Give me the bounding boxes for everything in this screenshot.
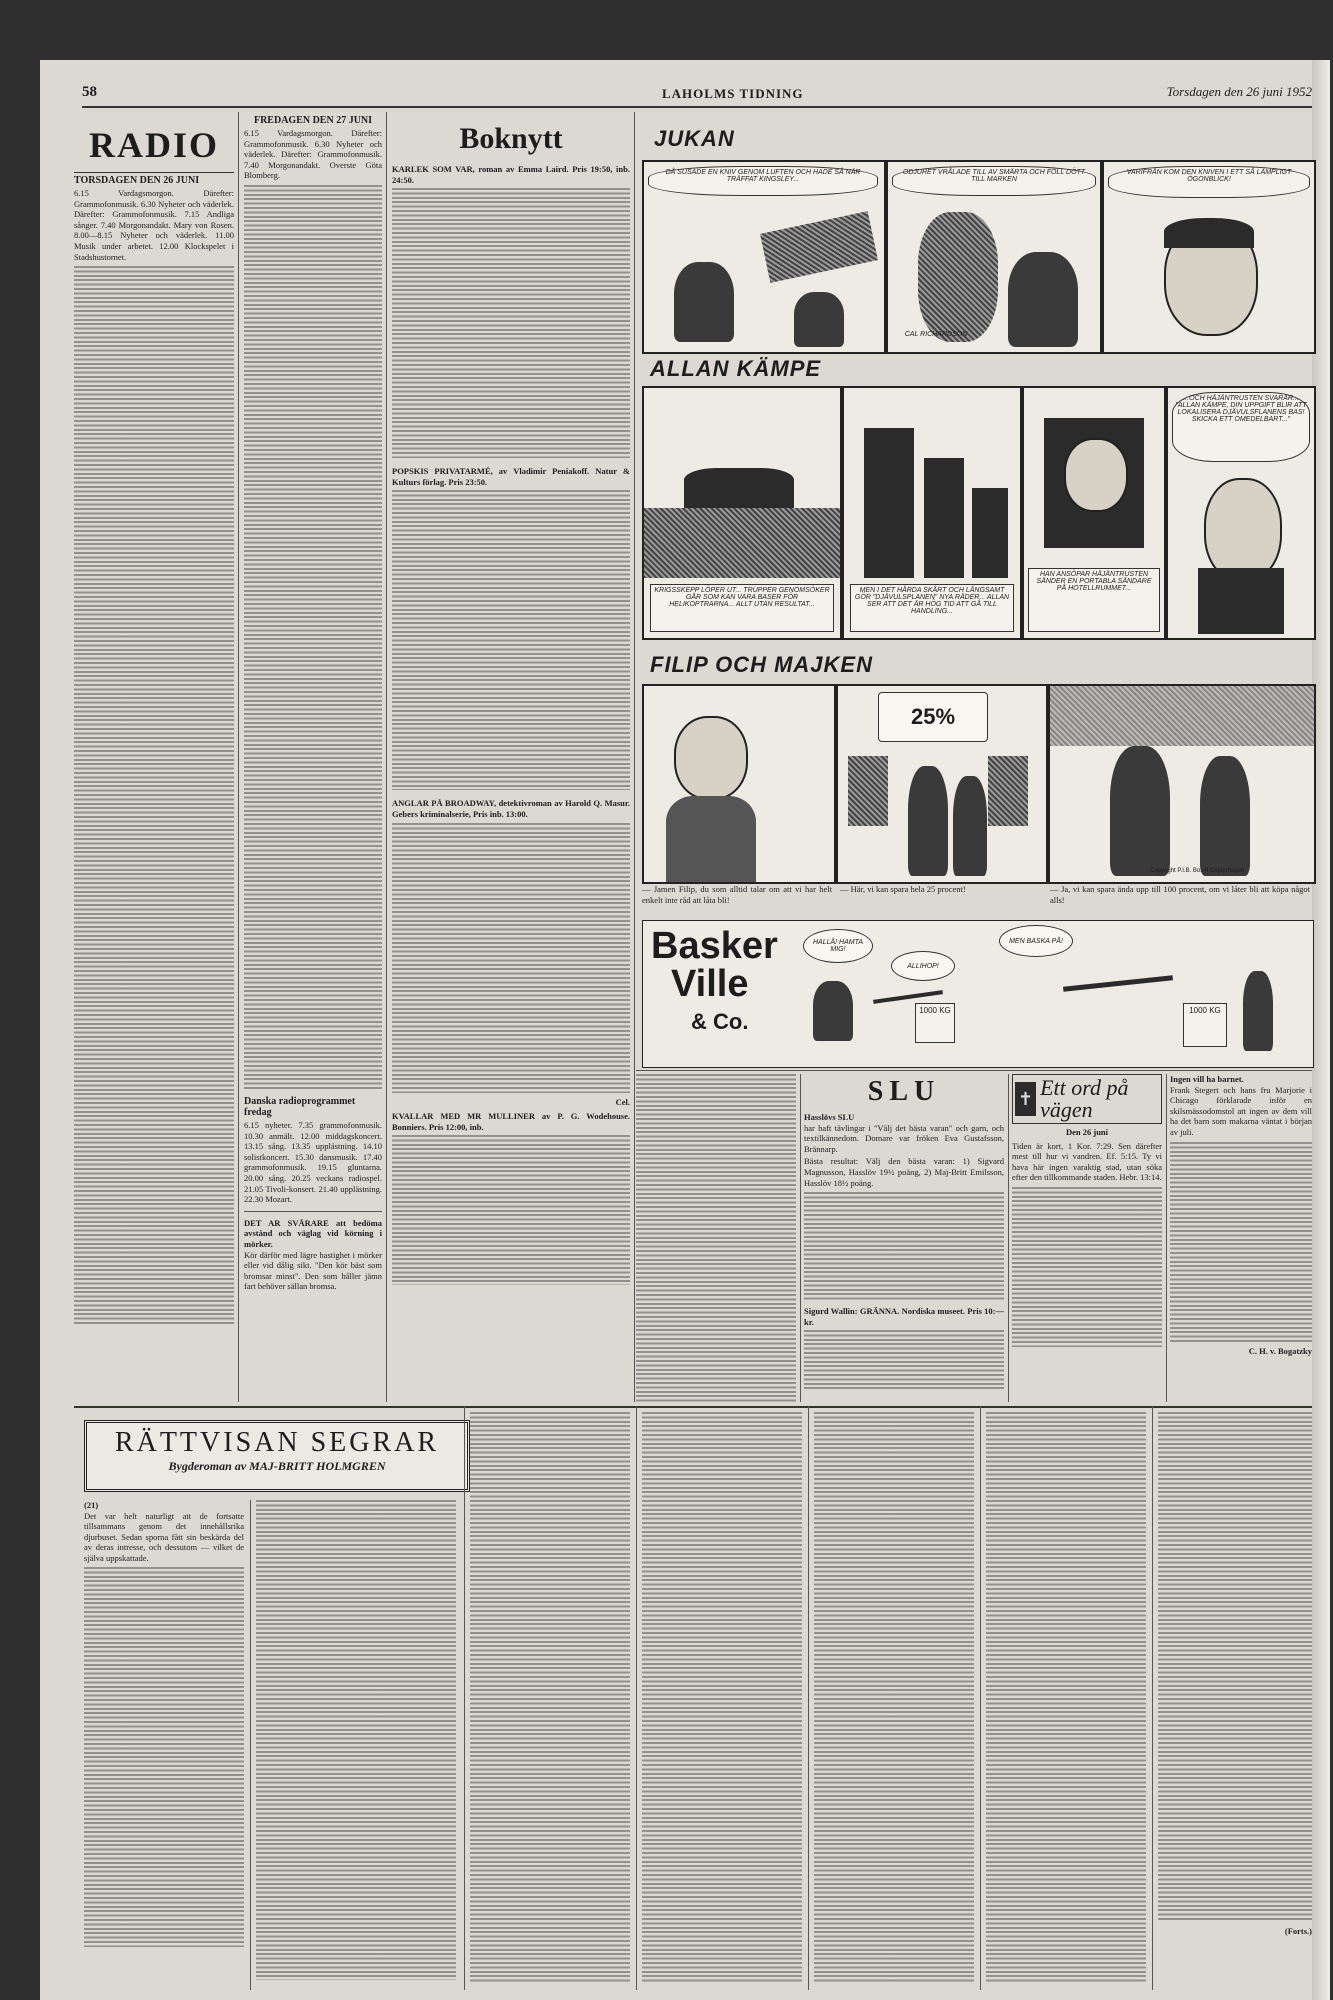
ettord-column (1012, 1074, 1162, 1402)
radio-day2-head: FREDAGEN DEN 27 JUNI (253, 115, 373, 126)
allan-title: ALLAN KÄMPE (650, 356, 822, 381)
slu-footer-text (804, 1330, 1004, 1390)
slu-left-text (636, 1074, 796, 1402)
allan-caption-1: KRIGSSKEPP LÖPER UT... TRUPPER GENOMSÖKER GÅR SOM KAN VARA BASER FÖR HELIKOPTRARNA... ALLT UTAN RESULTAT... (650, 584, 834, 632)
basker-bubble-3: ALLIHOP! (891, 951, 955, 981)
jukan-panel-1 (642, 160, 886, 354)
boknytt-book3-head: ANGLAR PÅ BROADWAY, detektivroman av Harold Q. Masur. Gebers kriminalserie, Pris inb. 13:00. (392, 798, 630, 819)
filip-copyright: Copyright P.I.B. Box 6 Copenhagen (1150, 868, 1245, 874)
issue-date: Torsdagen den 26 juni 1952 (1166, 84, 1312, 99)
jukan-caption-2: ODJURET VRÅLADE TILL AV SMÄRTA OCH FÖLL DÖTT TILL MARKEN (892, 166, 1096, 196)
slu-club: Hasslövs SLU (804, 1112, 855, 1122)
serial-column-2 (256, 1500, 456, 1990)
masthead (82, 82, 1312, 108)
allan-panel-2 (842, 386, 1022, 640)
jukan-artist: CAL RICHARDSON (904, 330, 968, 338)
allan-caption-2: MEN I DET HÅRDA SKÅRT OCH LÅNGSAMT GÖR "DJÄVULSPLANEN" NYA RÄDER... ALLAN SER ATT DET ÄR HÖG TID ATT GÅ TILL HANDLING... (850, 584, 1014, 632)
danska-head: Danska radioprogrammet fredag (244, 1095, 356, 1118)
ettord-intro: Tiden är kort, 1 Kor. 7:29. Sen därefter mest till hur vi vandren. Ef. 5:15. Ty vi hava här ingen varaktig stad, utan söka efter den tillkommande staden. Hebr. 13:14. (1012, 1140, 1162, 1183)
filip-caption-1: — Jamen Filip, du som alltid talar om att vi har helt enkelt inte råd att låta bli! (642, 884, 832, 905)
basker-title (651, 925, 778, 1041)
ettord-date: Den 26 juni (1065, 1127, 1109, 1137)
serial-byline-pre: Bygderoman av (168, 1459, 247, 1473)
basker-weight-2: 1000 KG (1183, 1003, 1227, 1047)
ingenvil-text: Frank Stegert och hans fru Marjorie i Chicago förklarade inför en skilsmässodomstol att ingen av dem vill ha det barn som makarna väntat i början av juli. (1170, 1084, 1312, 1137)
serial-column-1 (84, 1500, 244, 1990)
ettord-signature: C. H. v. Bogatzky (1248, 1345, 1312, 1356)
filip-panel-3 (1048, 684, 1316, 884)
slu-column-2 (804, 1074, 1004, 1402)
serial-title: RÄTTVISAN SEGRAR (114, 1427, 440, 1458)
boknytt-column (392, 112, 630, 1402)
bible-icon: ✝ (1015, 1082, 1036, 1116)
serial-column-6 (986, 1412, 1146, 1990)
ingenvil-rest (1170, 1142, 1312, 1342)
serial-column-4 (642, 1412, 802, 1990)
radio-day1-head: TORSDAGEN DEN 26 JUNI (74, 172, 234, 186)
slu-results-list (804, 1192, 1004, 1302)
filip-title: FILIP OCH MAJKEN (650, 652, 873, 677)
serial-number: (21) (84, 1500, 99, 1510)
basker-title-3: & Co. (691, 1009, 749, 1034)
ettord-header (1012, 1074, 1162, 1124)
boknytt-book2-review (392, 490, 630, 790)
slu-text: har haft tävlingar i "Välj det bästa varan" och garn, och textilkännedom. Domare var fröken Eva Gustafsson, Brännarp. (804, 1122, 1004, 1154)
newspaper-page (40, 60, 1330, 2000)
boknytt-title: Boknytt (459, 122, 563, 155)
basker-bubble-1: HALLÅ! HAMTA MIG! (803, 929, 873, 963)
radio-column-1 (74, 112, 234, 1402)
filip-caption-3: — Ja, vi kan spara ända upp till 100 procent, om vi låter bli att köpa något alls! (1050, 884, 1310, 905)
answer-head: DET AR SVÅRARE att bedöma avstånd och väglag vid körning i mörker. (244, 1217, 382, 1249)
serial-column-5 (814, 1412, 974, 1990)
filip-caption-2: — Här, vi kan spara hela 25 procent! (840, 884, 966, 894)
answer-text: Kör därför med lägre hastighet i mörker eller vid dålig sikt. "Den kör bäst som bromsar minst". Den som håller jämn fart behöver sällan bromsa. (244, 1249, 382, 1292)
serial-byline (87, 1459, 467, 1474)
serial-column-3 (470, 1412, 630, 1990)
allan-panel-3 (1022, 386, 1166, 640)
allan-panel-4 (1166, 386, 1316, 640)
serial-start: Det var helt naturligt att de fortsatte tillsammans genom det innehållsrika djurbuset. Sedan sporna fått sin beskärda del av deras intresse, och dessutom — vilket de själva uppskattade. (84, 1510, 244, 1563)
ettord-title: Ett ord på vägen (1040, 1075, 1129, 1122)
slu-title: SLU (867, 1076, 941, 1107)
boknytt-book1-review (392, 188, 630, 458)
basker-weight-1: 1000 KG (915, 1003, 955, 1043)
slu-results: Bästa resultat: Välj den bästa varan: 1) Sigvard Magnusson, Hasslöv 19½ poäng, 2) Maj-Britt Emilsson, Hasslöv 18½ poäng. (804, 1156, 1004, 1188)
jukan-panel-2 (886, 160, 1102, 354)
allan-caption-3: HAN ANSÖPAR HÄJÄNTRUSTEN SÄNDER EN PORTABLA SÄNDARE PÅ HOTELLRUMMET... (1028, 568, 1160, 632)
filip-panel-1 (642, 684, 836, 884)
filip-sign: 25% (878, 692, 988, 742)
boknytt-book4-head: KVALLAR MED MR MULLINER av P. G. Wodehouse. Bonniers. Pris 12:00, inb. (392, 1111, 630, 1132)
serial-column-7 (1158, 1412, 1312, 1990)
paper-title: LAHOLMS TIDNING (662, 86, 804, 101)
boknytt-book1-head: KARLEK SOM VAR, roman av Emma Laird. Pris 19:50, inb. 24:50. (392, 164, 630, 185)
basker-title-1: Basker (651, 925, 778, 967)
slu-column-1 (636, 1074, 796, 1402)
radio-day2-listing (244, 185, 382, 1090)
serial-author: MAJ-BRITT HOLMGREN (249, 1459, 386, 1473)
serial-col1-text (84, 1567, 244, 1947)
basker-bubble-2: MEN BASKA PÅ! (999, 925, 1073, 957)
allan-panel-1 (642, 386, 842, 640)
danska-text: 6.15 nyheter. 7.35 grammofonmusik. 10.30 anmält. 12.00 middagskoncert. 13.15 sång. 13.35 upplästning. 14.10 solistkoncert. 15.30 dansmusik. 17.40 grammofonmusik. 19.15 gluntarna. 20.00 sång. 20.25 veckans radiospel. 21.05 Tivoli-konsert. 21.40 upplästning. 22.30 Mozart. (244, 1119, 382, 1205)
radio-column-2 (244, 112, 382, 1402)
radio-title: RADIO (88, 125, 219, 165)
allan-caption-4: ...OCH HÄJÄNTRUSTEN SVARAR... "ALLAN KÄMPE, DIN UPPGIFT BLIR ATT LOKALISERA DJÄVULSFLANENS BAS! SKICKA ETT OMEDELBART..." (1172, 392, 1310, 462)
filip-panel-2 (836, 684, 1048, 884)
ingenvil-head: Ingen vill ha barnet. (1170, 1074, 1244, 1084)
ingenvil-column (1170, 1074, 1312, 1402)
basker-title-2: Ville (671, 963, 749, 1005)
jukan-panel-3 (1102, 160, 1316, 354)
radio-day2-first: 6.15 Vardagsmorgon. Därefter: Grammofonmusik. 6.30 Nyheter och väderlek. Därefter: Grammofonmusik. 7.40 Morgonandakt. Overste Göta Blomberg. (244, 128, 382, 181)
jukan-title: JUKAN (654, 126, 735, 151)
serial-title-box (84, 1420, 470, 1492)
boknytt-book2-head: POPSKIS PRIVATARMÉ, av Vladimir Peniakoff. Natur & Kulturs förlag. Pris 23:50. (392, 466, 630, 487)
boknytt-signature: Cel. (615, 1096, 630, 1107)
basker-strip (642, 920, 1314, 1068)
radio-day1-listing (74, 266, 234, 1326)
serial-end: (Forts.) (1284, 1926, 1312, 1936)
radio-day1-first: 6.15 Vardagsmorgon. Därefter: Grammofonmusik. 6.30 Nyheter och väderlek. Därefter: Grammofonmusik. 7.15 Andliga sånger. 7.40 Morgonandakt. Mary von Rosen. 8.00—8.15 Nyheter och väderlek. 11.00 Musik under arbetet. 12.00 Klockspelet i Stadshustornet. (74, 188, 234, 262)
boknytt-book4-review (392, 1135, 630, 1285)
slu-footer: Sigurd Wallin: GRÄNNA. Nordiska museet. Pris 10:— kr. (804, 1306, 1004, 1327)
jukan-caption-3: VARIFRÅN KOM DEN KNIVEN I ETT SÅ LÄMPLIGT ÖGONBLICK! (1108, 166, 1310, 198)
boknytt-book3-review (392, 823, 630, 1093)
page-number: 58 (82, 84, 97, 100)
ettord-text (1012, 1187, 1162, 1347)
jukan-caption-1: DÅ SUSADE EN KNIV GENOM LUFTEN OCH HADE SÅ NÄR TRÄFFAT KINGSLEY... (648, 166, 878, 196)
